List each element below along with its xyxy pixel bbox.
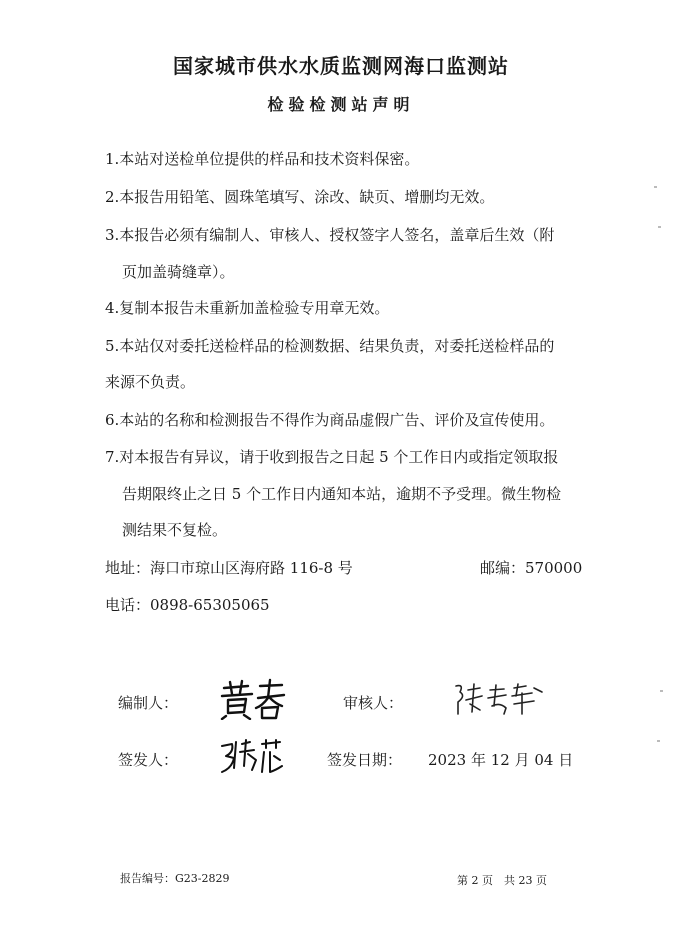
page-title: 国家城市供水水质监测网海口监测站: [173, 54, 509, 78]
preparer-label: 编制人：: [118, 694, 179, 712]
scan-speck: [654, 186, 657, 188]
scan-speck: [658, 226, 661, 228]
report-number: 报告编号：G23-2829: [120, 872, 230, 885]
statement-7: 7.对本报告有异议，请于收到报告之日起 5 个工作日内或指定领取报: [105, 448, 559, 466]
statement-1: 1.本站对送检单位提供的样品和技术资料保密。: [105, 150, 420, 168]
reviewer-signature: [452, 682, 550, 718]
statement-6: 6.本站的名称和检测报告不得作为商品虚假广告、评价及宣传使用。: [105, 411, 555, 429]
statement-7-cont2: 测结果不复检。: [122, 521, 228, 539]
issuer-signature: [218, 738, 286, 776]
address: 地址：海口市琼山区海府路 116-8 号: [105, 559, 353, 577]
statement-2: 2.本报告用铅笔、圆珠笔填写、涂改、缺页、增删均无效。: [105, 188, 495, 206]
page-subtitle: 检验检测站声明: [267, 95, 415, 114]
page-number: 第 2 页 共 23 页: [457, 874, 547, 887]
issuer-label: 签发人：: [118, 751, 179, 769]
reviewer-label: 审核人：: [343, 694, 404, 712]
preparer-signature: [218, 678, 288, 720]
scan-speck: [657, 740, 660, 742]
postcode: 邮编：570000: [480, 559, 583, 577]
statement-7-cont1: 告期限终止之日 5 个工作日内通知本站，逾期不予受理。微生物检: [122, 485, 562, 503]
phone: 电话：0898-65305065: [105, 596, 270, 614]
statement-5: 5.本站仅对委托送检样品的检测数据、结果负责，对委托送检样品的: [105, 337, 555, 355]
statement-4: 4.复制本报告未重新加盖检验专用章无效。: [105, 299, 390, 317]
issue-date: 2023 年 12 月 04 日: [428, 751, 574, 769]
issue-date-label: 签发日期：: [327, 751, 403, 769]
statement-3: 3.本报告必须有编制人、审核人、授权签字人签名，盖章后生效（附: [105, 226, 555, 244]
scan-speck: [660, 690, 663, 692]
statement-3-cont: 页加盖骑缝章）。: [122, 263, 235, 281]
statement-5-cont: 来源不负责。: [105, 373, 196, 391]
